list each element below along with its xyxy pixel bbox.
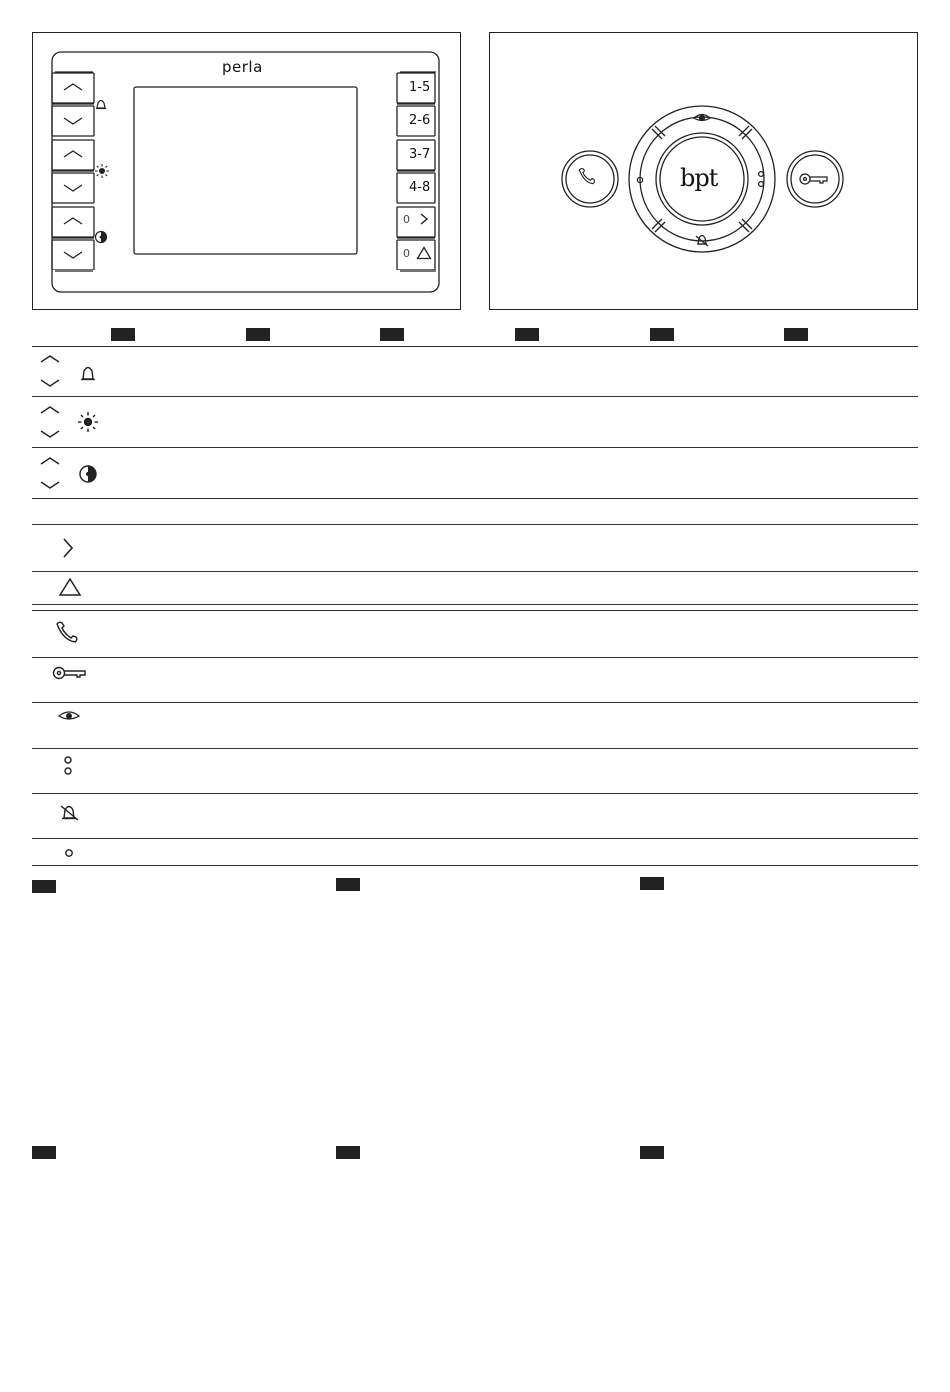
table-rule	[32, 524, 918, 525]
section-marker-4	[32, 1146, 56, 1159]
key-prefix-1: 0	[403, 213, 410, 226]
table-rule	[32, 610, 918, 611]
column-marker-1	[111, 328, 135, 341]
up-down-arrows-icon	[38, 353, 64, 389]
table-rule	[32, 838, 918, 839]
bell-icon	[79, 363, 97, 383]
bell-off-icon	[59, 801, 81, 823]
table-rule	[32, 571, 918, 572]
sun-icon	[77, 411, 99, 433]
bpt-logo: bpt	[680, 164, 718, 192]
section-marker-2	[336, 878, 360, 891]
handset-icon	[53, 618, 83, 644]
section-marker-6	[640, 1146, 664, 1159]
eye-icon	[58, 709, 80, 723]
up-down-arrows-icon	[38, 404, 64, 440]
table-rule	[32, 793, 918, 794]
table-rule	[32, 346, 918, 347]
column-marker-4	[515, 328, 539, 341]
key-prefix-2: 0	[403, 247, 410, 260]
section-marker-5	[336, 1146, 360, 1159]
sun-icon	[94, 163, 110, 179]
triangle-icon	[58, 577, 82, 597]
table-rule	[32, 657, 918, 658]
up-down-arrows-icon	[38, 455, 64, 491]
brand-label: perla	[222, 58, 263, 76]
chevron-right-icon	[60, 537, 76, 559]
key-label-2: 2-6	[409, 113, 431, 128]
section-marker-1	[32, 880, 56, 893]
column-marker-6	[784, 328, 808, 341]
single-dot-icon	[63, 847, 75, 859]
table-rule	[32, 396, 918, 397]
table-rule	[32, 498, 918, 499]
column-marker-3	[380, 328, 404, 341]
table-rule	[32, 702, 918, 703]
table-rule	[32, 865, 918, 866]
key-icon	[52, 665, 88, 681]
column-marker-2	[246, 328, 270, 341]
section-marker-3	[640, 877, 664, 890]
table-rule	[32, 748, 918, 749]
contrast-icon	[94, 230, 108, 244]
double-dot-icon	[62, 754, 74, 778]
right-keys	[393, 70, 438, 270]
table-rule	[32, 604, 918, 605]
chevron-right-icon	[418, 212, 430, 226]
contrast-icon	[78, 464, 98, 484]
key-label-3: 3-7	[409, 147, 431, 162]
column-marker-5	[650, 328, 674, 341]
bell-icon	[94, 97, 108, 111]
triangle-icon	[416, 246, 432, 260]
table-rule	[32, 447, 918, 448]
key-label-1: 1-5	[409, 80, 431, 95]
key-label-4: 4-8	[409, 180, 431, 195]
